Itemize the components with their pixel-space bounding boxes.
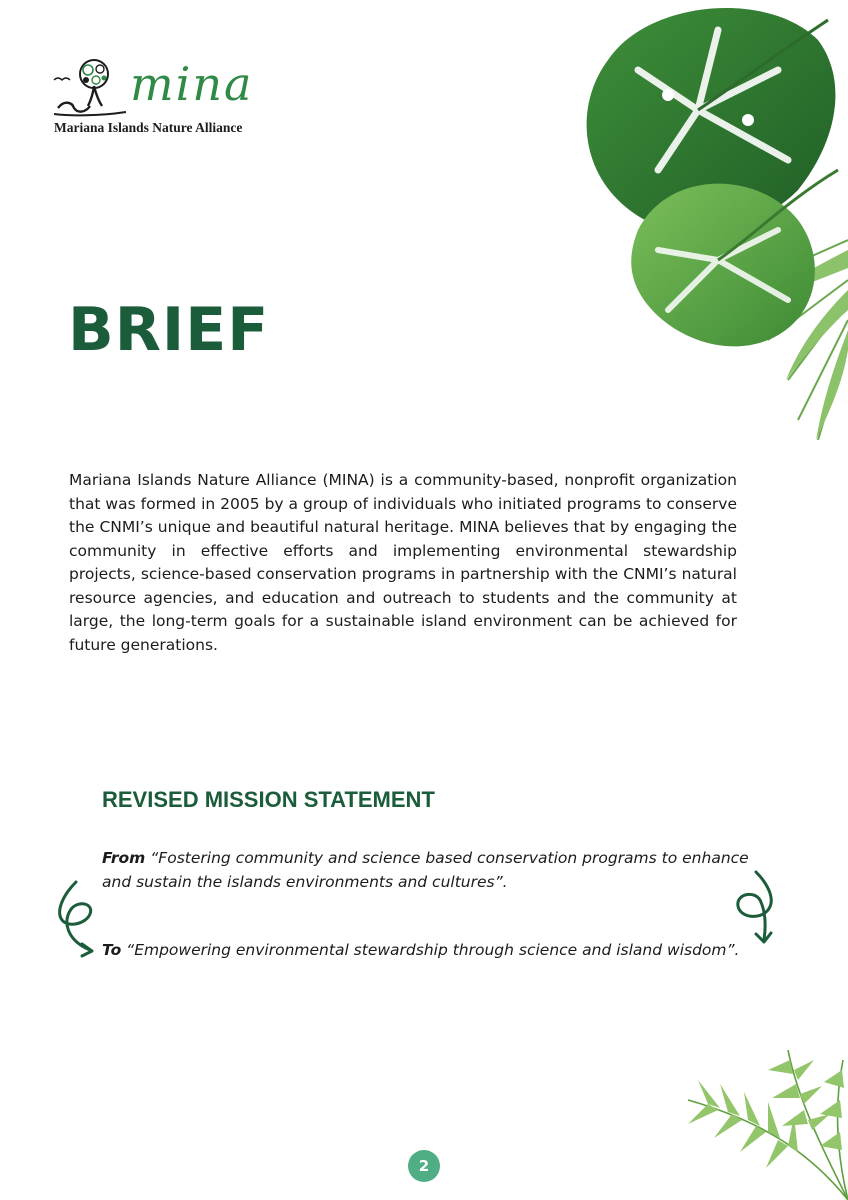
- from-text: “Fostering community and science based conservation programs to enhance and sustain the islands environments and cultures”.: [102, 849, 749, 891]
- tree-logo-icon: [50, 56, 128, 118]
- mission-heading: REVISED MISSION STATEMENT: [102, 787, 435, 812]
- mission-to-statement: [102, 938, 752, 962]
- mission-from-statement: [102, 846, 752, 894]
- to-text: “Empowering environmental stewardship through science and island wisdom”.: [126, 941, 740, 959]
- logo-wordmark: mina: [130, 57, 254, 111]
- from-label: From: [102, 849, 146, 867]
- page-number-badge: 2: [408, 1150, 440, 1182]
- curly-arrow-icon: [52, 878, 104, 958]
- page-title: BRIEF: [68, 295, 270, 365]
- mina-logo: [50, 56, 290, 140]
- monstera-leaf-decoration: [548, 0, 848, 450]
- palm-leaf-decoration: [648, 1040, 848, 1200]
- logo-tagline: Mariana Islands Nature Alliance: [54, 120, 243, 135]
- curly-arrow-icon: [728, 868, 780, 948]
- brief-paragraph: Mariana Islands Nature Alliance (MINA) is a community-based, nonprofit organization that was formed in 2005 by a group of individuals who initiated programs to conserve the CNMI’s unique and beautiful natural heritage. MINA believes that by engaging the community in effective efforts and implementing environmental stewardship projects, science-based conservation programs in partnership with the CNMI’s natural resource agencies, and education and outreach to students and the community at large, the long-term goals for a sustainable island environment can be achieved for future generations.: [69, 471, 737, 654]
- to-label: To: [102, 941, 122, 959]
